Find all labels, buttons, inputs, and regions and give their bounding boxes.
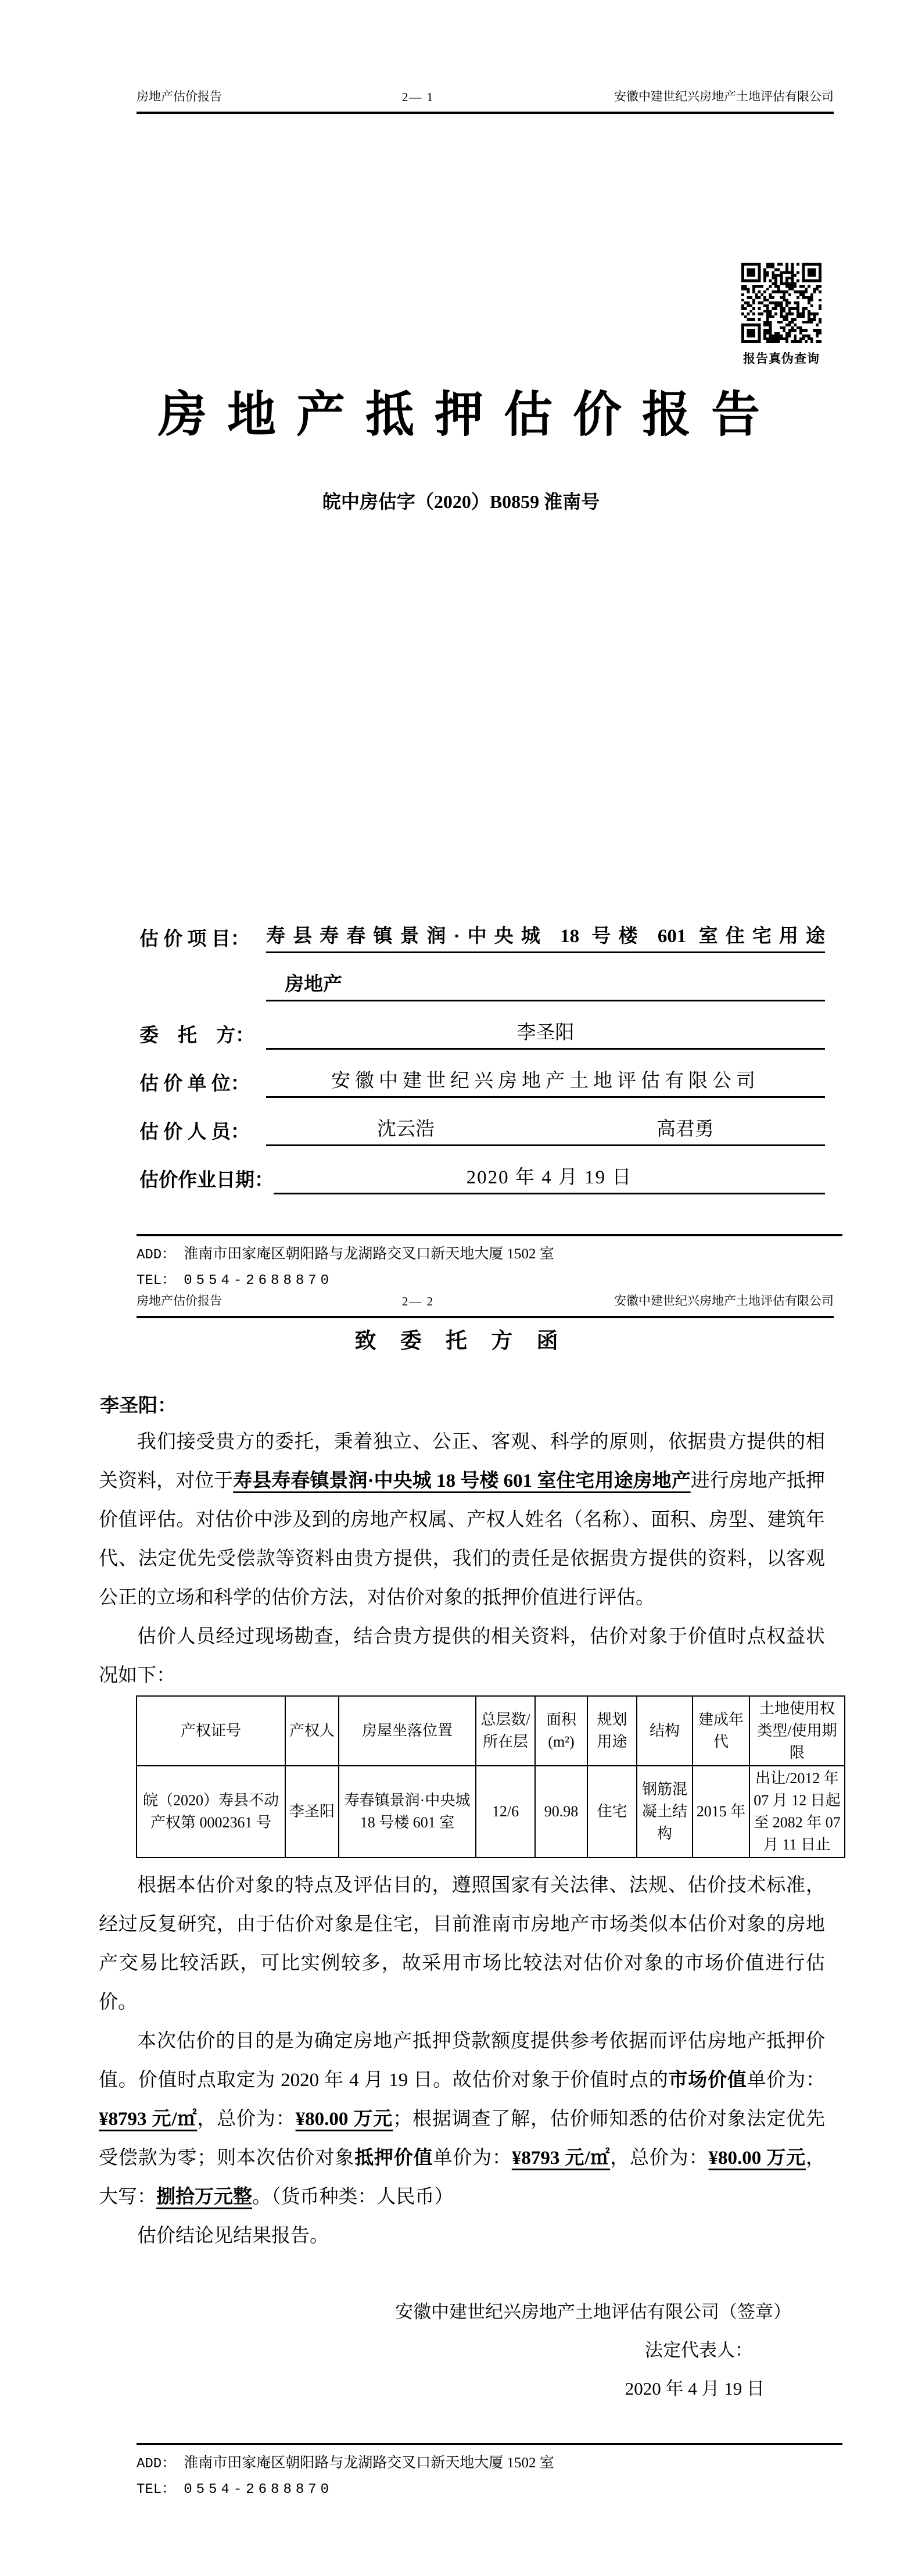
address-label: ADD：	[137, 2456, 176, 2472]
letter-body	[99, 1423, 841, 2408]
col-certificate-no: 产权证号	[137, 1696, 285, 1766]
project-value: 寿县寿春镇景润·中央城 18 号楼 601 室住宅用途	[266, 926, 825, 953]
agency-value: 安徽中建世纪兴房地产土地评估有限公司	[266, 1071, 825, 1098]
cell-year-built: 2015 年	[693, 1766, 749, 1858]
work-date-label: 估价作业日期：	[139, 1170, 274, 1191]
qr-verification-block	[739, 263, 824, 367]
phone-value: 0554-2688870	[184, 1273, 333, 1289]
form-row-project-cont	[139, 953, 825, 1001]
phone-value: 0554-2688870	[184, 2482, 333, 2498]
project-value-line2: 房地产	[266, 974, 825, 1001]
letter-title: 致 委 托 方 函	[354, 1329, 568, 1353]
project-label-empty	[139, 999, 266, 1001]
col-land-use-right: 土地使用权类型/使用期限	[749, 1696, 845, 1766]
cell-land-use-right: 出让/2012 年 07 月 12 日起至 2082 年 07 月 11 日止	[749, 1766, 845, 1858]
page2-footer	[137, 2443, 842, 2502]
signature-date: 2020 年 4 月 19 日	[625, 2378, 765, 2399]
appraisers-value	[266, 1119, 825, 1146]
appraisers-label: 估 价 人 员：	[139, 1122, 250, 1143]
cell-structure: 钢筋混凝土结构	[637, 1766, 693, 1858]
report-title: 房 地 产 抵 押 估 价 报 告	[157, 388, 764, 442]
report-number: 皖中房估字（2020）B0859 淮南号	[322, 491, 600, 512]
col-owner: 产权人	[285, 1696, 339, 1766]
agency-label: 估 价 单 位：	[139, 1074, 250, 1094]
appraiser-2: 高君勇	[656, 1119, 714, 1140]
paragraph-commission: 我们接受贵方的委托，秉着独立、公正、客观、科学的原则，依据贵方提供的相关资料，对位于寿县寿春镇景润·中央城 18 号楼 601 室住宅用途房地产进行房地产抵押价值评估。对估价中涉及到的房地产权属、产权人姓名（名称）、面积、房型、建筑年代、法定优先受偿款等资料由贵方提供，我们的责任是依据贵方提供的资料，以客观公正的立场和科学的估价方法，对估价对象的抵押价值进行评估。	[99, 1432, 825, 1608]
address-value: 淮南市田家庵区朝阳路与龙湖路交叉口新天地大厦 1502 室	[184, 1246, 554, 1262]
cell-owner: 李圣阳	[285, 1766, 339, 1858]
footer-address-line	[137, 2451, 842, 2472]
form-row-project	[139, 905, 825, 953]
footer-address-line	[137, 1242, 842, 1263]
signature-legal-rep: 法定代表人：	[645, 2340, 753, 2360]
paragraph-valuation-result: 本次估价的目的是为确定房地产抵押贷款额度提供参考依据而评估房地产抵押价值。价值时点取定为 2020 年 4 月 19 日。故估价对象于价值时点的市场价值单价为：¥8793 元/㎡，总价为：¥80.00 万元；根据调查了解，估价师知悉的估价对象法定优先受偿款为零；则本次估价对象抵押价值单价为：¥8793 元/㎡，总价为：¥80.00 万元，大写：捌拾万元整。（货币种类：人民币）	[99, 2031, 826, 2208]
cell-certificate-no: 皖（2020）寿县不动产权第 0002361 号	[137, 1766, 285, 1858]
page2-header	[137, 1291, 834, 1318]
project-label: 估 价 项 目：	[139, 929, 250, 950]
cell-location: 寿春镇景润·中央城 18 号楼 601 室	[339, 1766, 476, 1858]
col-area: 面积(m²)	[535, 1696, 587, 1766]
signature-company: 安徽中建世纪兴房地产土地评估有限公司（签章）	[395, 2302, 791, 2322]
form-row-appraisers	[139, 1098, 825, 1146]
client-value: 李圣阳	[266, 1022, 825, 1050]
address-value: 淮南市田家庵区朝阳路与龙湖路交叉口新天地大厦 1502 室	[184, 2455, 554, 2471]
page1-header-company: 安徽中建世纪兴房地产土地评估有限公司	[614, 90, 834, 103]
col-year-built: 建成年代	[693, 1696, 749, 1766]
qr-code	[739, 263, 824, 346]
footer-phone-line	[137, 2477, 842, 2498]
cell-area: 90.98	[535, 1766, 587, 1858]
client-label: 委 托 方：	[139, 1025, 254, 1046]
col-planned-use: 规划用途	[587, 1696, 637, 1766]
col-location: 房屋坐落位置	[339, 1696, 476, 1766]
table-header-row	[137, 1696, 845, 1766]
property-rights-table	[136, 1695, 845, 1858]
work-date-value: 2020 年 4 月 19 日	[274, 1167, 825, 1194]
page1-header-doc-title: 房地产估价报告	[137, 90, 222, 103]
page1-footer	[137, 1234, 842, 1293]
cell-floors: 12/6	[476, 1766, 535, 1858]
form-row-agency	[139, 1050, 825, 1098]
table-data-row	[137, 1766, 845, 1858]
page2-header-doc-title: 房地产估价报告	[137, 1294, 222, 1308]
form-row-date	[139, 1146, 825, 1194]
page1-header	[137, 87, 834, 114]
col-floors: 总层数/所在层	[476, 1696, 535, 1766]
page2-header-company: 安徽中建世纪兴房地产土地评估有限公司	[614, 1294, 834, 1308]
paragraph-conclusion: 估价结论见结果报告。	[137, 2226, 329, 2246]
paragraph-method: 根据本估价对象的特点及评估目的，遵照国家有关法律、法规、估价技术标准，经过反复研究，由于估价对象是住宅，目前淮南市房地产市场类似本估价对象的房地产交易比较活跃，可比实例较多，故采用市场比较法对估价对象的市场价值进行估价。	[99, 1875, 825, 2013]
phone-label: TEL：	[137, 1273, 176, 1289]
cover-form	[139, 905, 825, 1194]
phone-label: TEL：	[137, 2482, 176, 2498]
col-structure: 结构	[637, 1696, 693, 1766]
letter-salutation: 李圣阳：	[100, 1396, 177, 1416]
appraiser-1: 沈云浩	[377, 1119, 435, 1140]
cell-planned-use: 住宅	[587, 1766, 637, 1858]
form-row-client	[139, 1001, 825, 1050]
qr-code-label: 报告真伪查询	[743, 352, 820, 366]
address-label: ADD：	[137, 1247, 176, 1263]
footer-phone-line	[137, 1268, 842, 1289]
page1-page-number: 2— 1	[401, 90, 435, 104]
signature-block	[99, 2293, 825, 2408]
page2-page-number: 2— 2	[401, 1294, 435, 1308]
paragraph-inspection: 估价人员经过现场勘查，结合贵方提供的相关资料，估价对象于价值时点权益状况如下：	[99, 1626, 825, 1686]
